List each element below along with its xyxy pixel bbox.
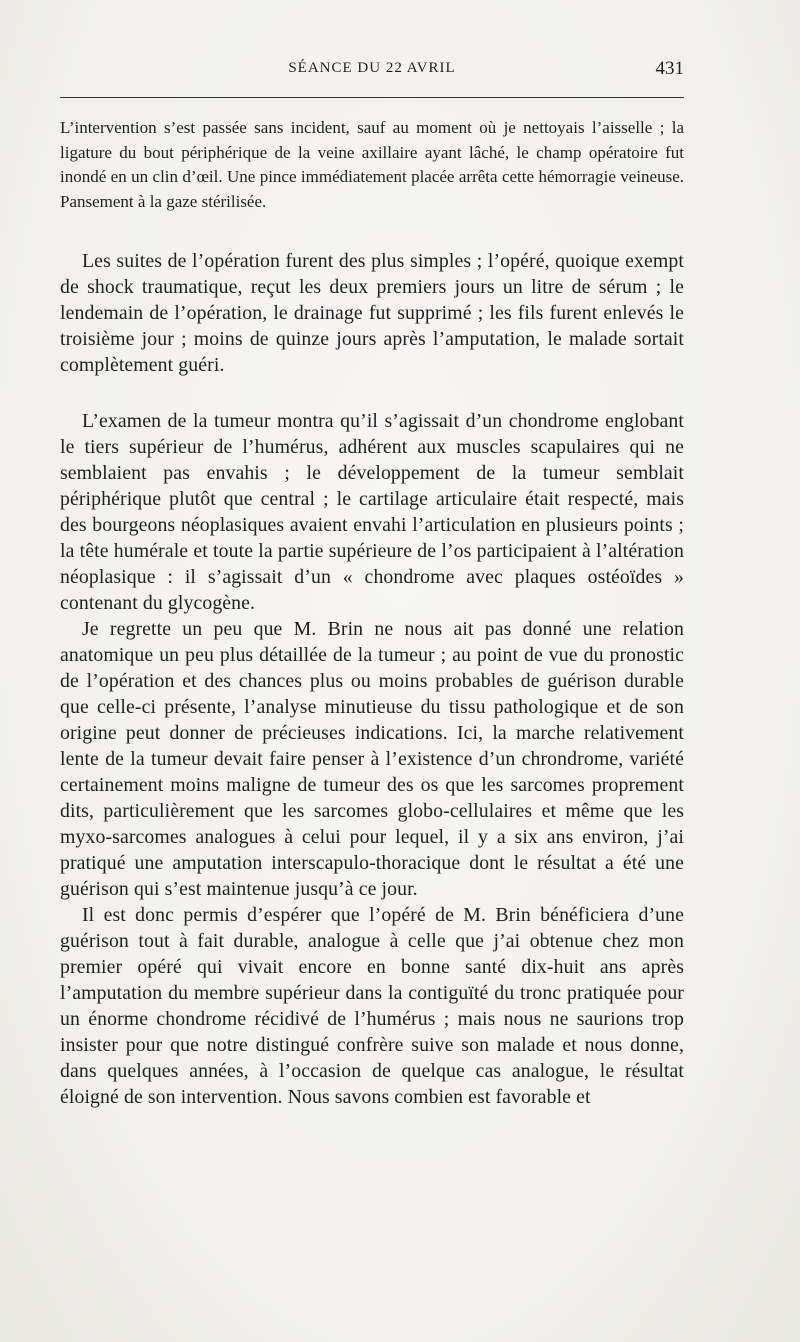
paragraph-suites: Les suites de l’opération furent des plus simples ; l’opéré, quoique exempt de shock traumatique, reçut les deux premiers jours un litre de sérum ; le lendemain de l’opération, le drainage fut supprimé ; les fils furent enlevés le troisième jour ; moins de quinze jours après l’amputation, le malade sortait complètement guéri. xyxy=(60,250,684,376)
page-header xyxy=(60,60,684,88)
paragraph-intervention: L’intervention s’est passée sans incident, sauf au moment où je nettoyais l’aisselle ; la ligature du bout périphérique de la veine axillaire ayant lâché, le champ opératoire fut inondé en un clin d’œil. Une pince immédiatement placée arrêta cette hémorragie veineuse. Pansement à la gaze stérilisée. xyxy=(60,118,684,211)
paragraph-examen: L’examen de la tumeur montra qu’il s’agissait d’un chondrome englobant le tiers supérieur de l’humérus, adhérent aux muscles scapulaires qui ne semblaient pas envahis ; le développement de la tumeur semblait périphérique plutôt que central ; le cartilage articulaire était respecté, mais des bourgeons néoplasiques avaient envahi l’articulation en plusieurs points ; la tête humérale et toute la partie supérieure de l’os participaient à l’altération néoplasique : il s’agissait d’un « chondrome avec plaques ostéoïdes » contenant du glycogène. xyxy=(60,410,684,614)
page-number: 431 xyxy=(655,58,684,79)
header-rule xyxy=(60,97,684,98)
paragraph-regret: Je regrette un peu que M. Brin ne nous ait pas donné une relation anatomique un peu plus détaillée de la tumeur ; au point de vue du pronostic de l’opération et des chances plus ou moins probables de guérison durable que celle-ci présente, l’analyse minutieuse du tissu pathologique et de son origine peut donner de précieuses indications. Ici, la marche relativement lente de la tumeur devait faire penser à l’existence d’un chrondrome, variété certainement moins maligne de tumeur des os que les sarcomes proprement dits, particulièrement que les sarcomes globo-cellulaires et même que les myxo-sarcomes analogues à celui pour lequel, il y a six ans environ, j’ai pratiqué une amputation interscapulo-thoracique dont le résultat a été une guérison qui s’est maintenue jusqu’à ce jour. xyxy=(60,618,684,900)
paragraph-esperer: Il est donc permis d’espérer que l’opéré de M. Brin bénéficiera d’une guérison tout à fait durable, analogue à celle que j’ai obtenue chez mon premier opéré qui vivait encore en bonne santé dix-huit ans après l’amputation du membre supérieur dans la contiguïté du tronc pratiquée pour un énorme chondrome récidivé de l’humérus ; mais nous ne saurions trop insister pour que notre distingué confrère suive son malade et nous donne, dans quelques années, à l’occasion de quelque cas analogue, le résultat éloigné de son intervention. Nous savons combien est favorable et xyxy=(60,904,684,1108)
running-head: SÉANCE DU 22 AVRIL xyxy=(288,60,456,76)
body-text xyxy=(60,116,684,1110)
